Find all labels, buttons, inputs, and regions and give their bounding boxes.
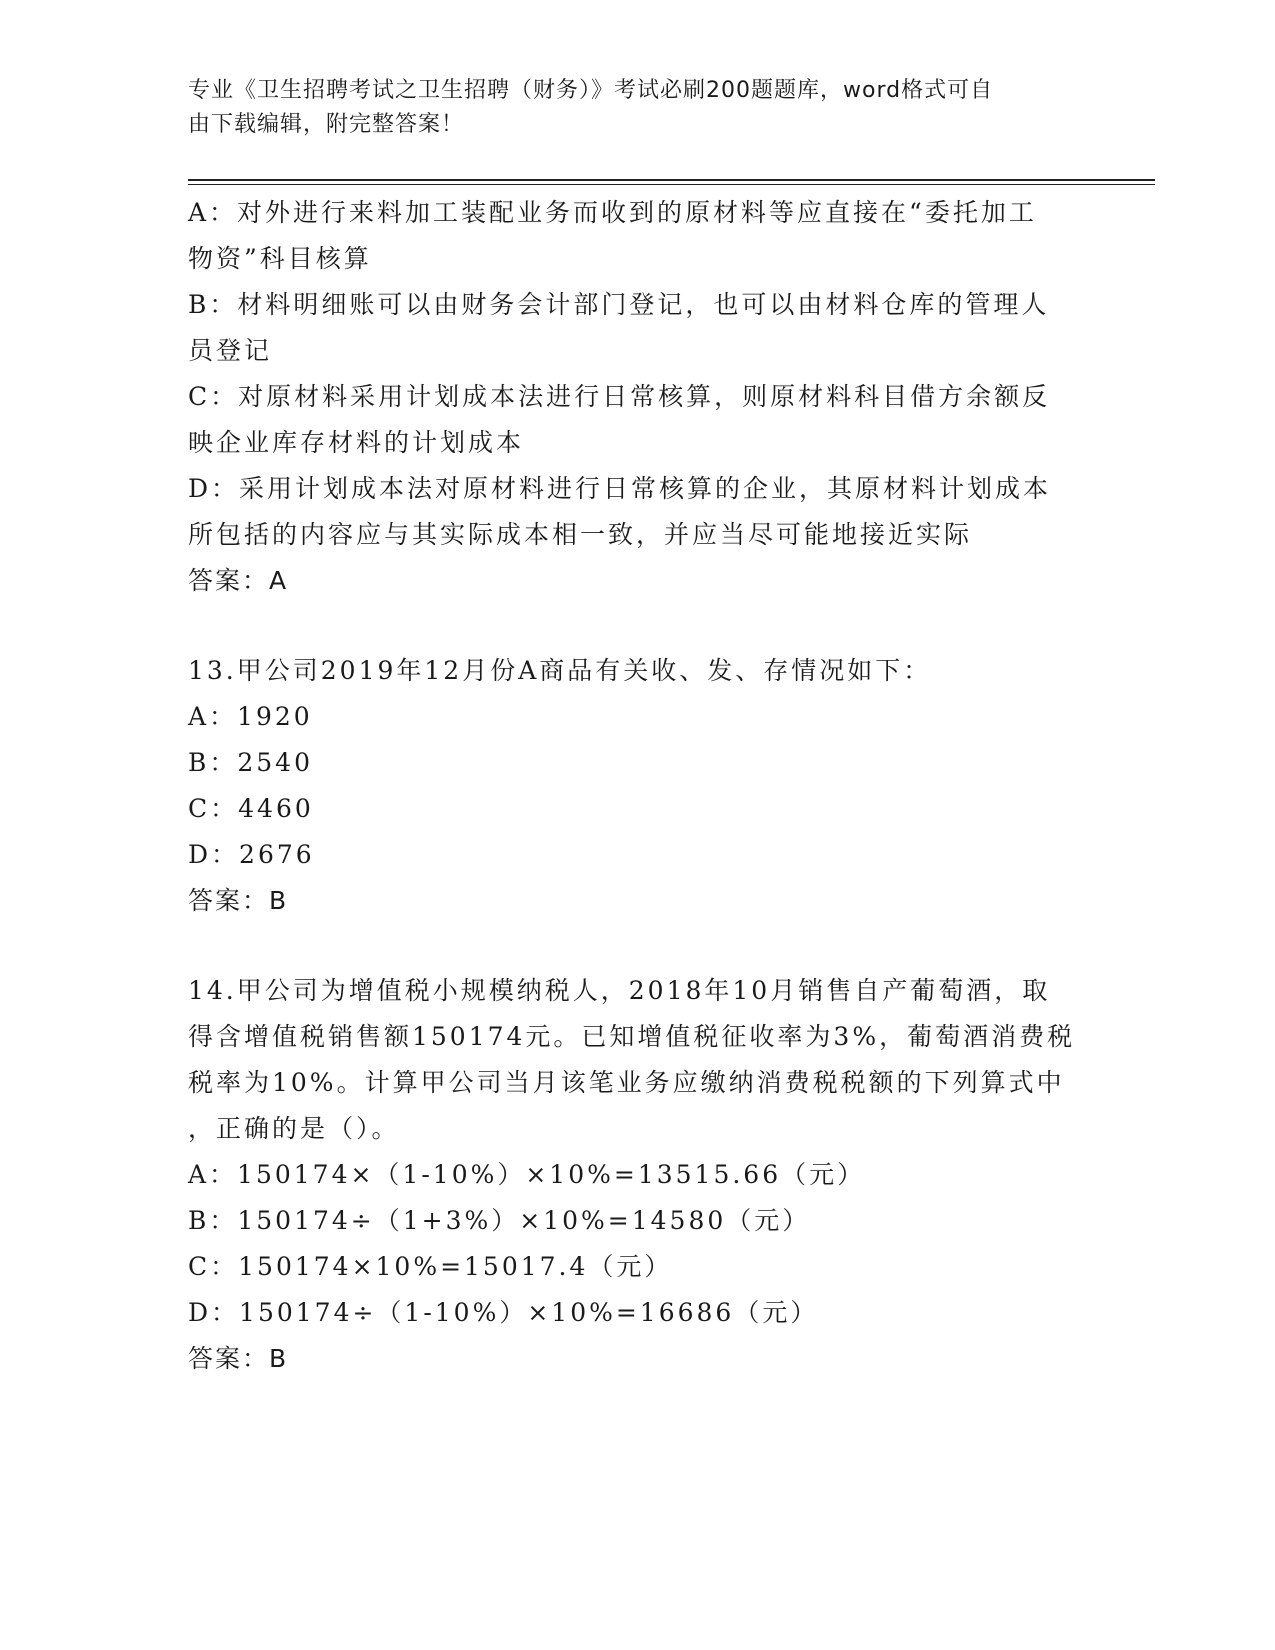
option-a-line-2: 物资”科目核算 [188, 244, 372, 273]
question-14-option-c: C：150174×10%=15017.4（元） [188, 1252, 673, 1281]
option-b-line-2: 员登记 [188, 336, 273, 365]
spacer [188, 604, 1078, 648]
option-d-line-2: 所包括的内容应与其实际成本相一致，并应当尽可能地接近实际 [188, 520, 973, 549]
question-14-option-b: B：150174÷（1+3%）×10%=14580（元） [188, 1206, 811, 1235]
header-line-2: 由下载编辑，附完整答案！ [188, 112, 465, 137]
answer-14: 答案：B [188, 1344, 289, 1373]
question-13-option-a: A：1920 [188, 702, 313, 731]
option-d-line-1: D：采用计划成本法对原材料进行日常核算的企业，其原材料计划成本 [188, 474, 1052, 503]
question-12-options [188, 190, 1078, 604]
question-14-stem-line-1: 14.甲公司为增值税小规模纳税人，2018年10月销售自产葡萄酒，取 [188, 976, 1051, 1005]
question-13 [188, 648, 1078, 924]
question-14-stem-line-2: 得含增值税销售额150174元。已知增值税征收率为3%，葡萄酒消费税 [188, 1022, 1076, 1051]
header-rule-thick [188, 179, 1155, 181]
header-line-1: 专业《卫生招聘考试之卫生招聘（财务）》考试必刷200题题库，word格式可自 [188, 78, 994, 103]
header-rule-thin [188, 184, 1155, 185]
question-13-option-c: C：4460 [188, 794, 314, 823]
page-header [188, 74, 1068, 142]
option-b-line-1: B：材料明细账可以由财务会计部门登记，也可以由材料仓库的管理人 [188, 290, 1050, 319]
option-a-line-1: A：对外进行来料加工装配业务而收到的原材料等应直接在“委托加工 [188, 198, 1037, 227]
answer-13: 答案：B [188, 886, 289, 915]
option-c-line-1: C：对原材料采用计划成本法进行日常核算，则原材料科目借方余额反 [188, 382, 1051, 411]
question-14-option-a: A：150174×（1-10%）×10%=13515.66（元） [188, 1160, 866, 1189]
option-c-line-2: 映企业库存材料的计划成本 [188, 428, 525, 457]
answer-12: 答案：A [188, 566, 289, 595]
question-13-stem: 13.甲公司2019年12月份A商品有关收、发、存情况如下： [188, 656, 932, 685]
question-14-stem-line-3: 税率为10%。计算甲公司当月该笔业务应缴纳消费税税额的下列算式中 [188, 1068, 1065, 1097]
question-14-stem-line-4: ，正确的是（）。 [188, 1114, 400, 1143]
question-14-option-d: D：150174÷（1-10%）×10%=16686（元） [188, 1298, 819, 1327]
question-content [188, 190, 1078, 1382]
question-13-option-b: B：2540 [188, 748, 313, 777]
question-13-option-d: D：2676 [188, 840, 315, 869]
question-14 [188, 968, 1078, 1382]
spacer [188, 924, 1078, 968]
